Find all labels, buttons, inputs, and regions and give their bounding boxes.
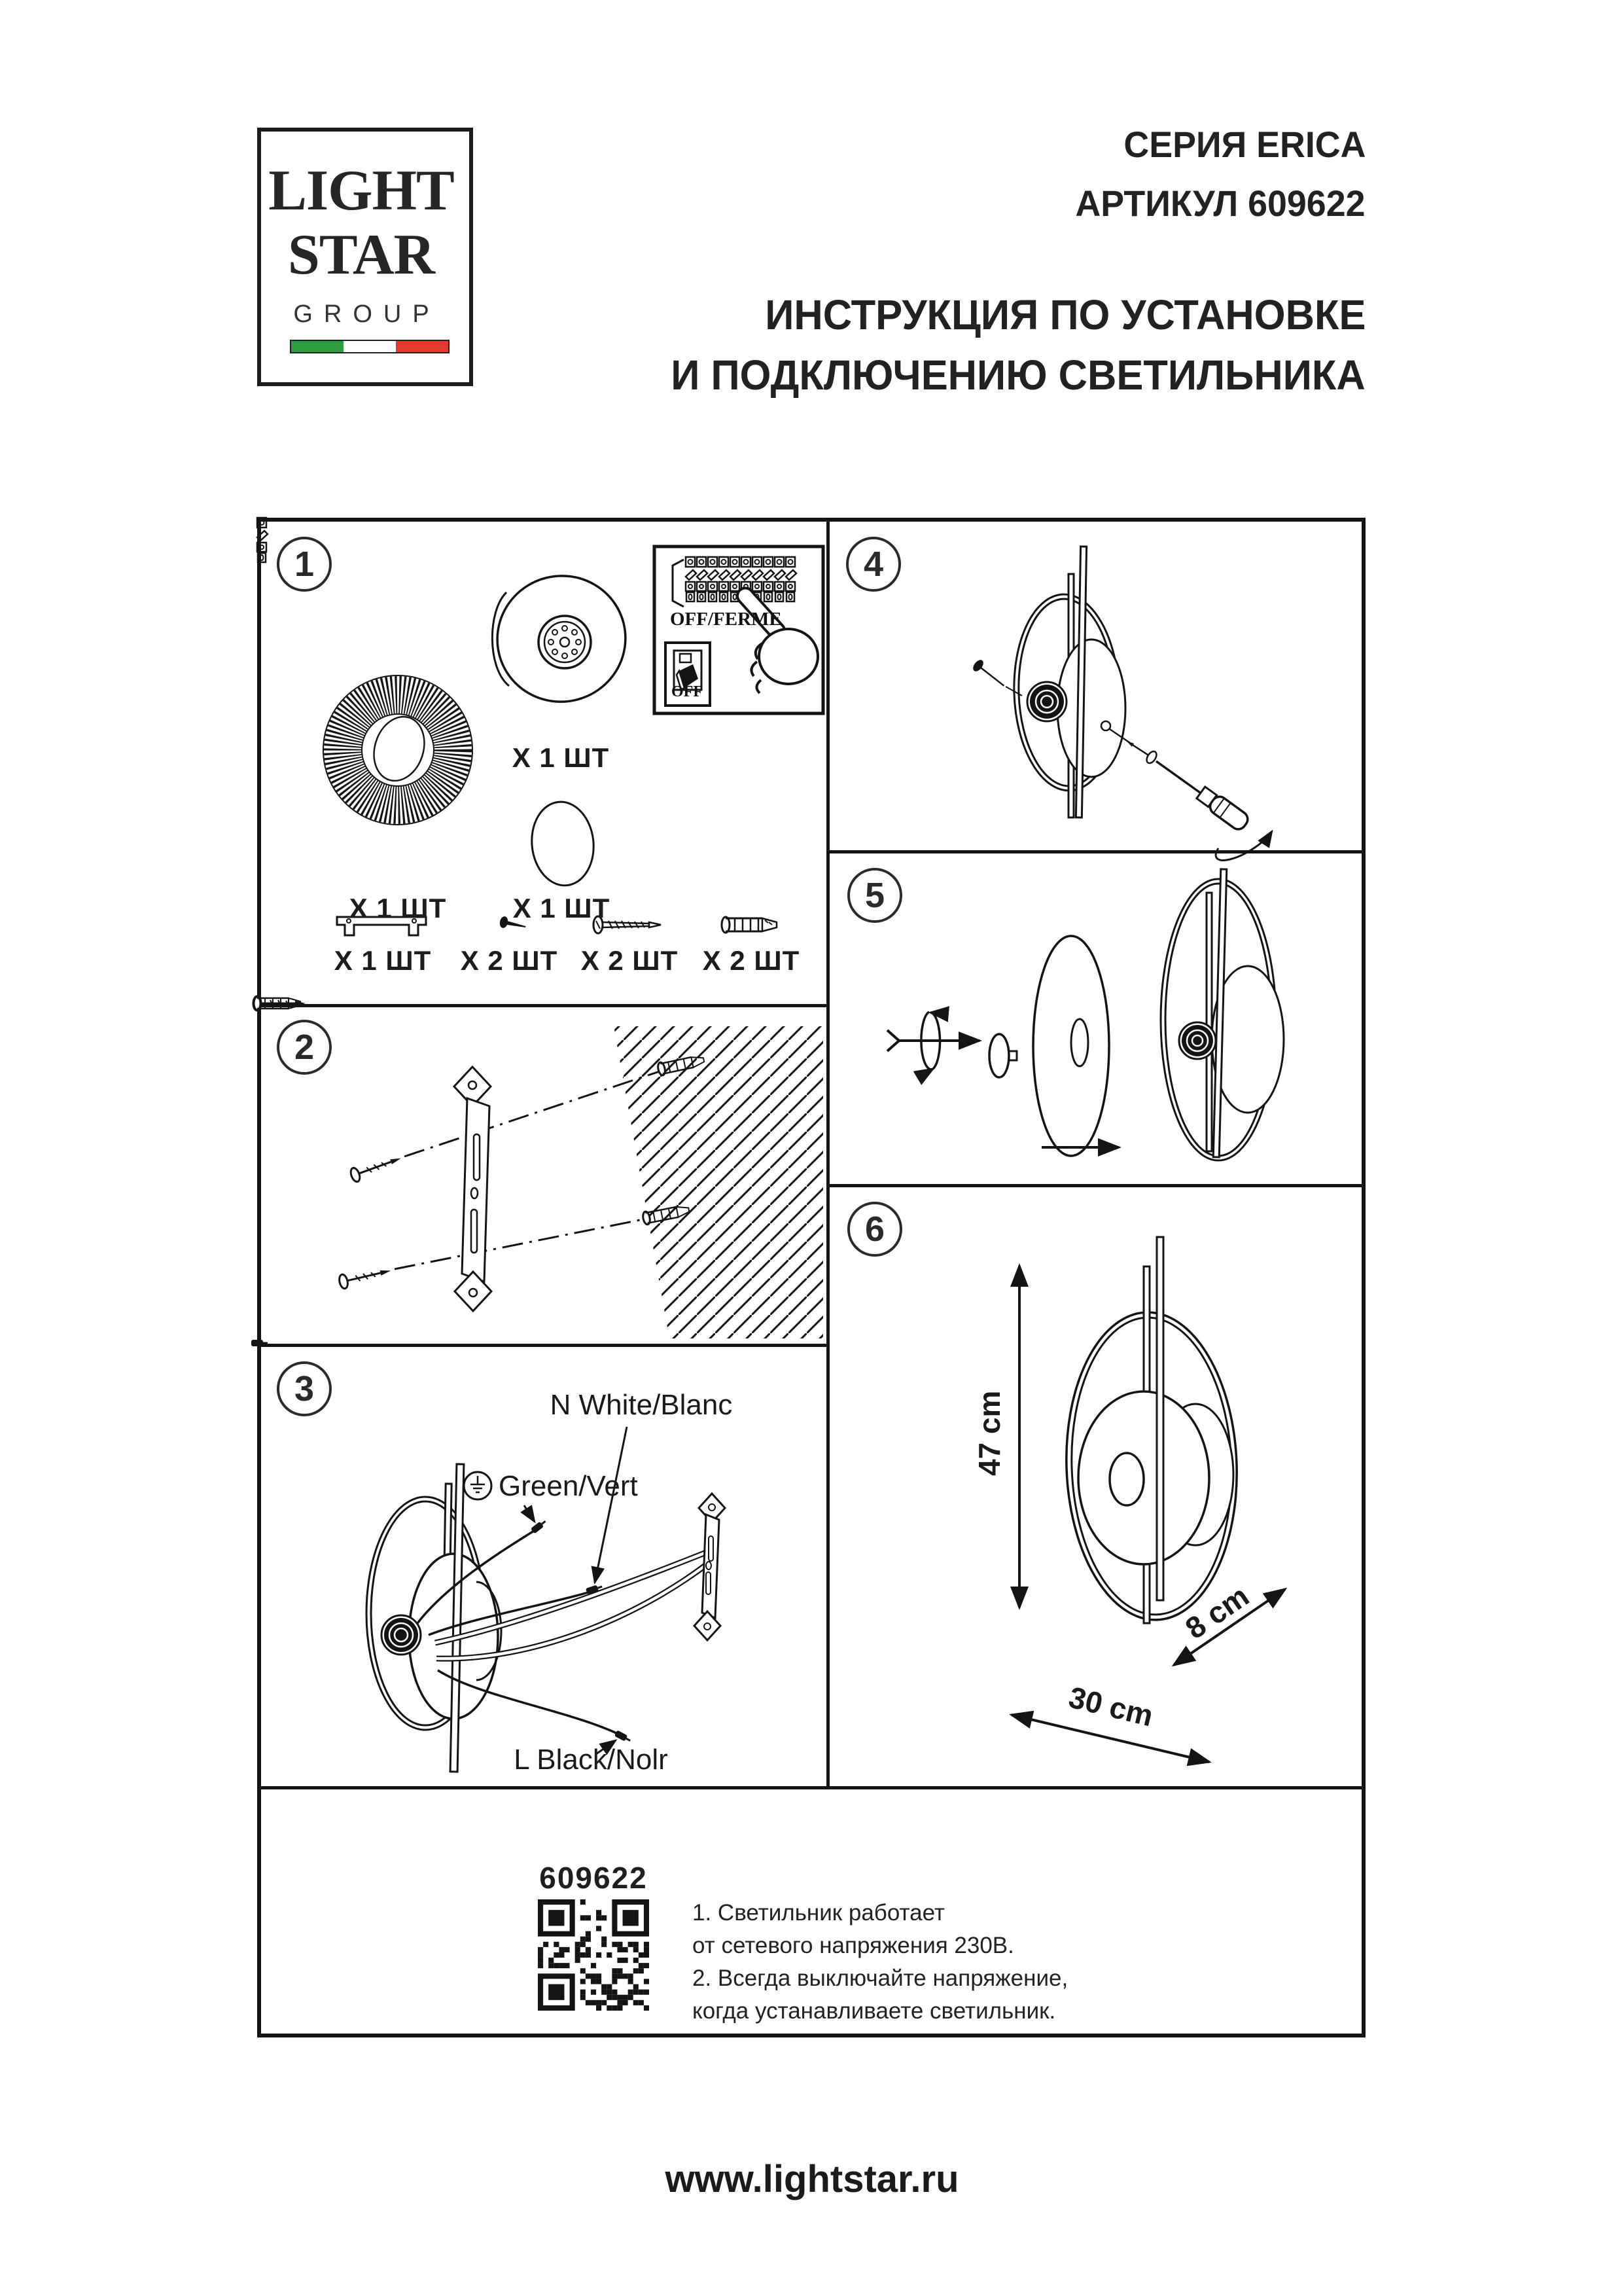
canopy-part xyxy=(484,562,639,715)
doc-title-line2: И ПОДКЛЮЧЕНИЮ СВЕТИЛЬНИКА xyxy=(671,351,1366,399)
step-2-badge: 2 xyxy=(277,1020,332,1075)
wall-anchor-part xyxy=(722,917,777,933)
finial-cap-part xyxy=(989,1034,1017,1077)
qty-shade-label: X 1 ШТ xyxy=(349,893,447,924)
qty-anchor-label: X 2 ШТ xyxy=(702,945,800,976)
step-6-badge: 6 xyxy=(847,1202,902,1257)
panel4-screw-drawing xyxy=(826,518,1366,850)
neutral-wire-label: N White/Blanc xyxy=(550,1389,733,1421)
note-line-1: 1. Светильник работает xyxy=(692,1900,945,1926)
screwdriver-icon xyxy=(1156,761,1272,860)
shade-ring-part xyxy=(323,675,472,825)
italian-flag-stripe xyxy=(290,340,450,353)
step-3-badge: 3 xyxy=(277,1361,332,1416)
flag-svg xyxy=(291,341,448,352)
qr-code xyxy=(538,1899,649,2011)
qty-canopy-label: X 1 ШТ xyxy=(512,742,610,773)
qty-diffuser-label: X 1 ШТ xyxy=(512,893,610,924)
live-wire-label: L Black/Nolr xyxy=(514,1744,668,1776)
divider-bottom-panel xyxy=(261,1786,1362,1789)
qty-bracket-label: X 1 ШТ xyxy=(334,945,432,976)
step-4-badge: 4 xyxy=(846,537,901,592)
note-line-3: 2. Всегда выключайте напряжение, xyxy=(692,1965,1068,1991)
rotate-insert-arrows xyxy=(887,1012,980,1069)
note-line-4: когда устанавливаете светильник. xyxy=(692,1998,1056,2024)
article-title: АРТИКУЛ 609622 xyxy=(1075,183,1366,224)
series-title: СЕРИЯ ERICA xyxy=(1123,124,1366,165)
qty-small-screw-label: X 2 ШТ xyxy=(460,945,558,976)
panel2-bracket-drawing xyxy=(257,1003,826,1343)
dashed-leader-lines xyxy=(395,1071,660,1269)
website-url: www.lightstar.ru xyxy=(665,2158,959,2200)
flag-red xyxy=(396,341,448,352)
logo-star: STAR xyxy=(287,223,435,287)
fixture-body xyxy=(1161,869,1284,1160)
step-5-badge: 5 xyxy=(847,868,902,923)
panel5-assembly-drawing xyxy=(826,850,1366,1183)
switch-off-label: OFF xyxy=(671,683,703,700)
lightstar-logo xyxy=(257,128,473,386)
flag-green xyxy=(291,341,344,352)
wall-bracket xyxy=(454,1067,491,1311)
flag-white xyxy=(344,341,396,352)
doc-title-line1: ИНСТРУКЦИЯ ПО УСТАНОВКЕ xyxy=(764,291,1366,338)
wall-hatch xyxy=(614,1026,823,1338)
logo-light: LIGHT xyxy=(268,159,454,223)
shade-disc-part xyxy=(1033,936,1109,1156)
height-dimension-label: 47 cm xyxy=(972,1390,1006,1476)
note-line-2: от сетевого напряжения 230В. xyxy=(692,1933,1014,1958)
logo-group: GROUP xyxy=(293,300,440,328)
safety-notes xyxy=(692,1897,1068,2028)
diffuser-part xyxy=(528,798,598,888)
qty-long-screw-label: X 2 ШТ xyxy=(580,945,679,976)
width-dimension-label: 30 cm xyxy=(1065,1679,1157,1733)
finished-fixture xyxy=(1061,1237,1242,1623)
bottom-article-number: 609622 xyxy=(539,1861,648,1895)
fixture-front xyxy=(1011,547,1125,817)
breaker-off-label: OFF/FERME xyxy=(670,609,782,630)
ground-wire-label: Green/Vert xyxy=(499,1470,638,1502)
depth-dimension-label: 8 cm xyxy=(1179,1578,1255,1646)
mounting-screws xyxy=(253,996,403,1289)
ground-symbol-icon xyxy=(464,1472,491,1499)
step-1-badge: 1 xyxy=(277,537,332,592)
